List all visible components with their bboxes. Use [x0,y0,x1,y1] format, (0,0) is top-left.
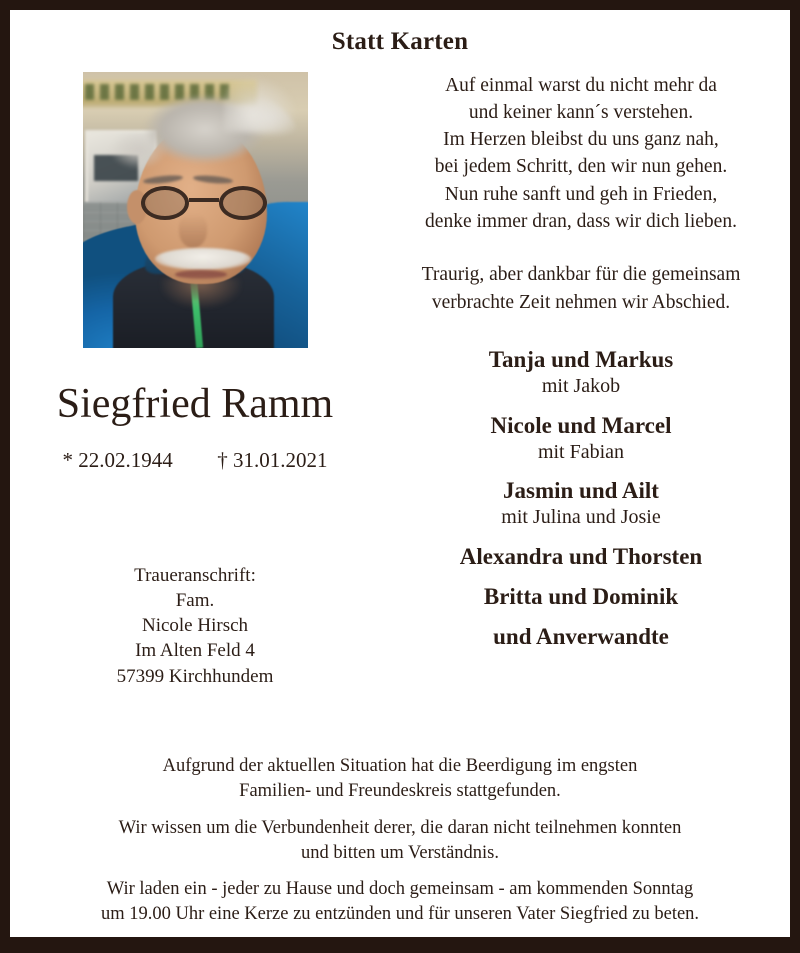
family-names: Nicole und Marcel [490,412,672,438]
birth-date: 22.02.1944 [78,447,173,472]
footer-p1-line-2: Familien- und Freundeskreis stattgefunden. [239,781,561,802]
footer-paragraph-3 [28,877,772,927]
birth-symbol: * [62,447,73,472]
family-names: Britta und Dominik [483,583,679,609]
family-children: mit Jakob [541,374,621,397]
photo-glasses-lens-right [219,186,267,220]
family-list [380,346,782,651]
photo-mustache [155,248,251,270]
family-block [380,583,782,611]
poem-line-6: denke immer dran, dass wir dich lieben. [425,210,737,232]
family-block [380,346,782,400]
deceased-name: Siegfried Ramm [56,380,334,427]
portrait-photo [83,72,308,348]
photo-glasses-lens-left [141,186,189,220]
notice-footer [10,754,790,927]
right-column [380,72,790,651]
death-symbol: † [217,447,228,472]
footer-p3-line-1: Wir laden ein - jeder zu Hause und doch gemeinsam - am kommenden Sonntag [106,879,694,900]
poem-line-1: Auf einmal warst du nicht mehr da [445,74,717,96]
photo-nose [179,214,207,248]
address-line-3: Im Alten Feld 4 [135,640,255,662]
address-label: Traueranschrift: [134,564,256,586]
memorial-poem [380,72,782,236]
poem-line-4: bei jedem Schritt, den wir nun gehen. [434,156,728,178]
photo-glasses-bridge [189,198,219,202]
family-names: Jasmin und Ailt [503,478,659,504]
photo-glasses [141,186,267,220]
family-children: mit Fabian [537,440,625,463]
family-names: Tanja und Markus [488,346,674,372]
poem-line-5: Nun ruhe sanft und geh in Frieden, [444,183,718,205]
farewell-line-2: verbrachte Zeit nehmen wir Abschied. [431,291,731,313]
address-line-4: 57399 Kirchhundem [116,665,274,687]
notice-inner [10,10,790,937]
left-column [10,72,380,689]
deceased-dates [10,448,380,473]
family-block [380,623,782,651]
photo-chin [161,278,241,308]
address-line-1: Fam. [175,589,215,611]
family-children: mit Julina und Josie [501,506,661,529]
footer-p2-line-1: Wir wissen um die Verbundenheit derer, die daran nicht teilnehmen konnten [118,817,682,838]
notice-columns [10,56,790,689]
death-date: 31.01.2021 [233,447,328,472]
family-names: und Anverwandte [493,623,669,649]
farewell-line-1: Traurig, aber dankbar für die gemeinsam [421,264,741,286]
poem-line-2: und keiner kann´s verstehen. [468,101,694,123]
family-block [380,543,782,571]
footer-p2-line-2: und bitten um Verständnis. [300,842,499,863]
family-block [380,477,782,531]
portrait-photo-content [83,72,308,348]
poem-line-3: Im Herzen bleibst du uns ganz nah, [443,129,719,151]
address-line-2: Nicole Hirsch [141,615,249,637]
family-block [380,412,782,466]
footer-p1-line-1: Aufgrund der aktuellen Situation hat die Beerdigung im engsten [162,756,638,777]
farewell-statement [380,261,782,316]
footer-paragraph-2 [28,816,772,866]
footer-paragraph-1 [28,754,772,804]
photo-hair-wisp [224,76,298,132]
family-names: Alexandra und Thorsten [459,543,703,569]
mourning-address [10,563,380,689]
notice-header: Statt Karten [331,28,469,55]
footer-p3-line-2: um 19.00 Uhr eine Kerze zu entzünden und für unseren Vater Siegfried zu beten. [100,904,700,925]
